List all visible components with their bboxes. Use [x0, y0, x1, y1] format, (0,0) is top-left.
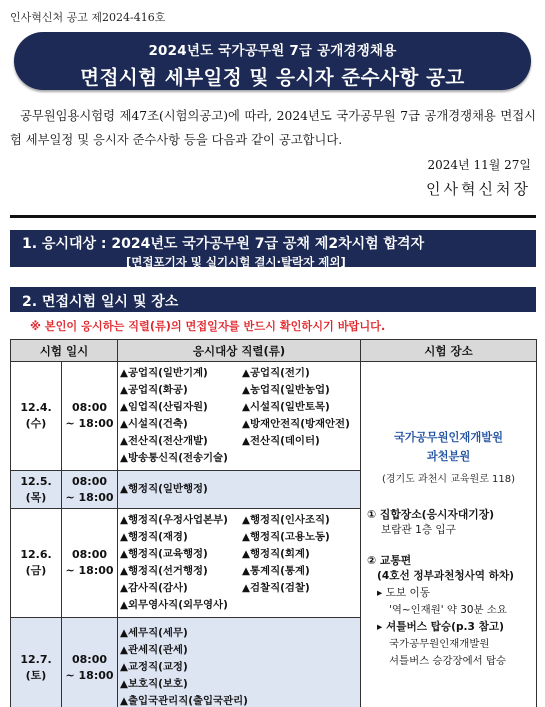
title-banner — [14, 32, 531, 90]
warning-note: ※ 본인이 응시하는 직렬(류)의 면접일자를 반드시 확인하시기 바랍니다. — [30, 320, 386, 333]
header-place: 시험 장소 — [361, 340, 537, 362]
job-item: ▲전산직(전산개발) — [120, 435, 208, 447]
day-text: (토) — [25, 668, 47, 682]
place-name-1: 국가공무원인재개발원 — [393, 431, 504, 444]
time-start: 08:00 — [72, 652, 108, 666]
job-item: ▲방송통신직(전송기술) — [120, 452, 228, 464]
job-item: ▲행정직(선거행정) — [120, 565, 208, 577]
day-text: (금) — [25, 564, 47, 577]
row-time — [62, 509, 118, 618]
job-item: ▲외무영사직(외무영사) — [120, 599, 228, 611]
notice-number: 인사혁신처 공고 제2024-416호 — [10, 11, 166, 24]
job-item: ▲세무직(세무) — [120, 627, 188, 639]
job-item: ▲행정직(우정사업본부) — [120, 514, 228, 526]
banner-line-2: 면접시험 세부일정 및 응시자 준수사항 공고 — [80, 66, 465, 89]
row-time — [62, 362, 118, 471]
time-start: 08:00 — [72, 474, 108, 488]
time-end: ~ 18:00 — [65, 668, 114, 682]
section-1-subtitle: [면접포기자 및 실기시험 결시·탈락자 제외] — [126, 255, 346, 269]
job-item: ▲행정직(재경) — [120, 531, 188, 543]
job-item: ▲검찰직(검찰) — [242, 582, 310, 594]
row-date — [11, 471, 62, 509]
row-jobs — [118, 362, 361, 471]
divider — [10, 215, 536, 218]
schedule-table — [10, 339, 537, 707]
job-item: ▲감사직(감사) — [120, 582, 188, 594]
job-item: ▲행정직(회계) — [242, 548, 310, 560]
job-item: ▲시설직(일반토목) — [242, 401, 330, 413]
row-jobs — [118, 471, 361, 509]
time-end: ~ 18:00 — [65, 417, 114, 430]
place-address: (경기도 과천시 교육원로 118) — [382, 474, 516, 485]
header-datetime: 시험 일시 — [11, 340, 118, 362]
place-name — [367, 428, 530, 466]
job-item: ▲시설직(건축) — [120, 418, 188, 430]
gather-detail: 보람관 1층 입구 — [381, 524, 456, 536]
job-item: ▲전산직(데이터) — [242, 435, 320, 447]
job-item: ▲행정직(인사조직) — [242, 514, 330, 526]
row-time — [62, 471, 118, 509]
shuttle-title: ▸ 셔틀버스 탑승(p.3 참고) — [377, 621, 504, 633]
gather-title: ① 집합장소(응시자대기장) — [367, 508, 495, 521]
time-start: 08:00 — [72, 401, 108, 414]
issuing-agency: 인사혁신처장 — [426, 180, 531, 198]
intro-paragraph: 공무원임용시험령 제47조(시험의공고)에 따라, 2024년도 국가공무원 7급 공개경쟁채용 면접시험 세부일정 및 응시자 준수사항 등을 다음과 같이 공고합니다. — [10, 109, 536, 147]
job-item: ▲관세직(관세) — [120, 644, 188, 656]
day-text: (목) — [25, 490, 47, 504]
notice-date: 2024년 11월 27일 — [427, 158, 531, 172]
job-item: ▲교정직(교정) — [120, 661, 188, 673]
row-jobs — [118, 509, 361, 618]
job-item: ▲보호직(보호) — [120, 678, 188, 690]
time-end: ~ 18:00 — [65, 490, 114, 504]
job-item: ▲통계직(통계) — [242, 565, 310, 577]
shuttle-detail-1: 국가공무원인재개발원 — [389, 638, 490, 650]
date-text: 12.5. — [20, 474, 52, 488]
time-end: ~ 18:00 — [65, 564, 114, 577]
job-item: ▲공업직(일반기계) — [120, 367, 208, 379]
day-text: (수) — [25, 417, 47, 430]
job-item: ▲행정직(고용노동) — [242, 531, 330, 543]
table-header-row — [11, 340, 537, 362]
section-1-header — [10, 230, 536, 267]
job-item: ▲공업직(화공) — [120, 384, 188, 396]
date-text: 12.7. — [20, 652, 52, 666]
row-date — [11, 509, 62, 618]
time-start: 08:00 — [72, 548, 108, 561]
row-date — [11, 618, 62, 707]
row-jobs — [118, 618, 361, 707]
section-2-title: 2. 면접시험 일시 및 장소 — [10, 287, 536, 312]
job-item: ▲농업직(일반농업) — [242, 384, 330, 396]
row-time — [62, 618, 118, 707]
section-1-title: 1. 응시대상 : 2024년도 국가공무원 7급 공채 제2차시험 합격자 — [22, 236, 425, 252]
walk-detail: '역~인재원' 약 30분 소요 — [389, 604, 507, 616]
table-row — [11, 362, 537, 471]
job-item: ▲행정직(교육행정) — [120, 548, 208, 560]
job-item: ▲방재안전직(방재안전) — [242, 418, 350, 430]
job-item: ▲출입국관리직(출입국관리) — [120, 695, 248, 707]
job-item: ▲공업직(전기) — [242, 367, 310, 379]
shuttle-detail-2: 셔틀버스 승강장에서 탑승 — [389, 655, 507, 667]
header-jobs: 응시대상 직렬(류) — [118, 340, 361, 362]
date-text: 12.6. — [20, 548, 52, 561]
place-name-2: 과천분원 — [426, 450, 471, 463]
transport-title: ② 교통편 — [367, 554, 412, 567]
date-text: 12.4. — [20, 401, 52, 414]
row-date — [11, 362, 62, 471]
banner-line-1: 2024년도 국가공무원 7급 공개경쟁채용 — [148, 43, 397, 59]
exam-place — [361, 362, 537, 707]
walk-title: ▸ 도보 이동 — [377, 587, 431, 599]
job-item: ▲행정직(일반행정) — [120, 483, 208, 495]
job-item: ▲임업직(산림자원) — [120, 401, 208, 413]
transport-sub: (4호선 정부과천청사역 하차) — [377, 570, 515, 582]
